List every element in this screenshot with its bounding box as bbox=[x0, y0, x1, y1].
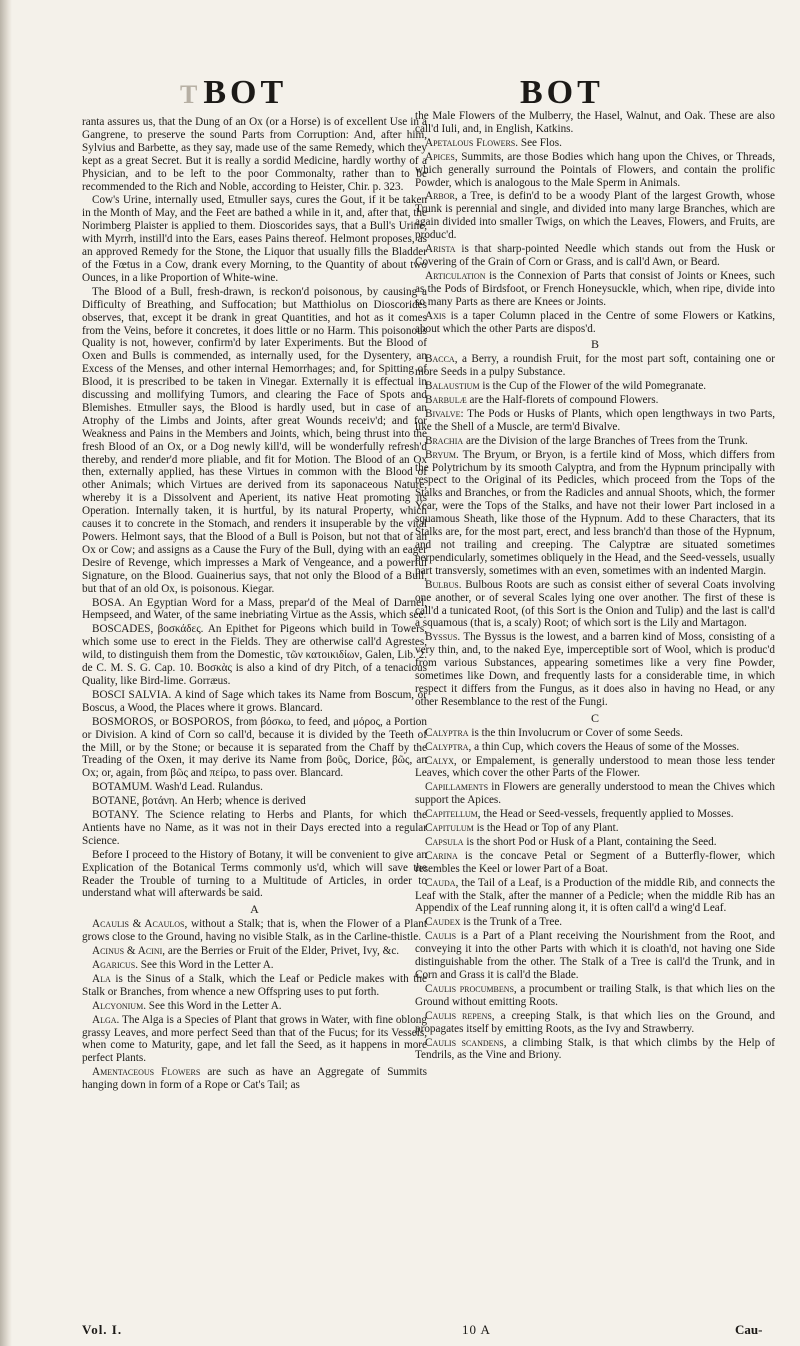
running-head-left-text: BOT bbox=[203, 74, 288, 111]
paragraph: Cow's Urine, internally used, Etmuller says, cures the Gout, if it be taken in the Month of May, and the Feet are bathed a while in it, and, after that, the Norimberg Plaister is applied to them. Dioscorides says, that a Bull's Urine, with Myrrh, instill'd into the Ears, eases Pains thereof. Helmont proposes, as an approved Remedy for the Stone, the Liquor that usually fills the Bladder of the Fœtus in a Cow, drank every Morning, to the Quantity of about two Ounces, in a like Proportion of White-wine. bbox=[82, 194, 427, 284]
glossary-entry bbox=[415, 394, 775, 407]
glossary-definition: is a taper Column placed in the Centre of some Flowers or Katkins, about which the other Parts are dispos'd. bbox=[415, 309, 775, 335]
glossary-definition: See this Word in the Letter A. bbox=[138, 959, 274, 971]
glossary-entry bbox=[415, 983, 775, 1009]
paragraph: BOTANY. The Science relating to Herbs and Plants, for which the Antients have no Name, as it was not in their Days erected into a regular Science. bbox=[82, 809, 427, 847]
glossary-definition: See this Word in the Letter A. bbox=[146, 999, 282, 1012]
glossary-term: Calyptra bbox=[425, 726, 469, 739]
glossary-entry bbox=[415, 741, 775, 754]
glossary-entry bbox=[415, 755, 775, 781]
glossary-term: Arista bbox=[425, 243, 456, 256]
glossary-term: Axis bbox=[425, 309, 446, 322]
glossary-entry bbox=[415, 137, 775, 150]
glossary-term: Caulis repens, bbox=[425, 1009, 495, 1022]
running-head-left-prefix: T bbox=[180, 80, 202, 109]
glossary-entry bbox=[415, 916, 775, 929]
glossary-term: Caulis procumbens, bbox=[425, 982, 517, 995]
glossary-term: Carina bbox=[425, 849, 458, 862]
glossary-definition: are the Berries or Fruit of the Elder, Privet, Ivy, &c. bbox=[165, 945, 400, 958]
glossary-definition: The Byssus is the lowest, and a barren kind of Moss, consisting of a very thin, and, to the naked Eye, imperceptible sort of Wool, which is produc'd from various Substances, appearing sometimes like a very fine Powder, sometimes like Down, and frequently lasts for a considerable time, in which respect it differs from the Fungus, as it does also in having no Head, or any other Resemblance to the rest of the Fungi. bbox=[415, 631, 775, 708]
section-heading-a: A bbox=[250, 902, 259, 917]
right-glossary-entries-c bbox=[415, 727, 775, 1063]
right-column bbox=[415, 110, 775, 1324]
glossary-definition: the Tail of a Leaf, is a Production of the middle Rib, and connects the Leaf with the Stalk, after the manner of a Pedicle; when the middle Rib has an Appendix of the Leaf running along it, it is often call'd a wing'd Leaf. bbox=[415, 876, 775, 915]
left-column bbox=[82, 116, 427, 1322]
glossary-definition: is that sharp-pointed Needle which stands out from the Husk or Covering of the Grain of Corn or Grass, and is call'd Awn, or Beard. bbox=[415, 243, 775, 268]
glossary-entry bbox=[82, 959, 427, 972]
glossary-entry bbox=[415, 353, 775, 379]
glossary-definition: in Flowers are generally understood to mean the Chives which support the Apices. bbox=[415, 781, 775, 807]
signature-mark: 10 A bbox=[462, 1322, 491, 1337]
paragraph: The Blood of a Bull, fresh-drawn, is reckon'd poisonous, by causing a Difficulty of Breathing, and Suffocation; but Matthiolus on Dioscorides observes, that, except it be drank in great Quantities, and hot as it comes from the Veins, before it concretes, it does little or no Harm. This poisonous Quality is not, however, confirm'd by later Experiments. But the Blood of Oxen and Bulls is commended, as internally used, for the Dysentery, an Excess of the Menses, and other internal Hemorrhages; and, for Spitting of Blood, it is prescribed to be taken in Vinegar. Externally it is effectual in discussing and mollifying Tumors, and clearing the Face of Spots and Blemishes. Etmuller says, the Blood is hardly used, but in case of an Atrophy of the Limbs and Joints, after great Wounds receiv'd; and for Weakness and Pains in the Members and Joints, which, being thrust into the fresh Blood of an Ox, or a Dog newly kill'd, will be wonderfully refresh'd thereby, and render'd more pliable, and fit for Motion. The Blood of an Ox then, externally applied, has these Virtues in common with the Blood of other Animals; which Virtues are derived from its saponaceous Nature, whereby it is a Dissolvent and Aperient, its native Heat promoting its Operation. Internally taken, it is hurtful, by its natural Property, which causes it to concrete in the Stomach, and renders it insuperable by the vital Powers. Helmont says, that the Blood of a Bull is Poison, but not that of an Ox or Cow; and assigns as a Cause the Fury of the Bull, dying with an eager Desire of Revenge, which impresses a Mark of Vengeance, and a powerful Signature, on the Blood. Guainerius says, that not only the Blood of a Bull, but that of an old Ox, is poisonous. Kiegar. bbox=[82, 285, 427, 595]
volume-label: Vol. I. bbox=[82, 1322, 123, 1337]
right-glossary-entries-b bbox=[415, 353, 775, 708]
glossary-definition: a Tree, is defin'd to be a woody Plant of the largest Growth, whose Trunk is perennial and single, and divided into many large Branches, which are again divided into smaller Twigs, on which the Leaves, Flowers, and Fruits, are produc'd. bbox=[415, 190, 775, 242]
glossary-term: Amentaceous Flowers bbox=[92, 1066, 201, 1079]
paragraph: ranta assures us, that the Dung of an Ox (or a Horse) is of excellent Use in a Gangrene, to preserve the sound Parts from Corruption: And, after him, Sylvius and Barbette, as they say, made use of the same Remedy, which they kept as a great Secret. But it is really a sordid Medicine, hardly worthy of a Physician, and to be left to the poor Commonalty, rather than to be recommended to the Rich and Noble, according to Heister, Chir. p. 323. bbox=[82, 116, 427, 193]
glossary-entry bbox=[415, 808, 775, 821]
running-head-left bbox=[180, 74, 287, 112]
glossary-entry bbox=[82, 1066, 427, 1092]
glossary-definition: without a Stalk; that is, when the Flower of a Plant grows close to the Ground, having no visible Stalk, as in the Carline-thistle. bbox=[82, 918, 427, 944]
glossary-definition: is the Cup of the Flower of the wild Pomegranate. bbox=[479, 380, 707, 393]
section-heading-b: B bbox=[590, 337, 599, 352]
glossary-entry bbox=[415, 836, 775, 849]
glossary-definition: The Pods or Husks of Plants, which open lengthways in two Parts, like the Shell of a Muscle, are term'd Bivalve. bbox=[415, 407, 775, 433]
glossary-term: Caudex bbox=[425, 916, 461, 929]
glossary-definition: a Berry, a roundish Fruit, for the most part soft, containing one or more Seeds in a pulpy Substance. bbox=[415, 353, 775, 379]
glossary-entry bbox=[415, 781, 775, 807]
glossary-term: Balaustium bbox=[425, 380, 480, 393]
glossary-entry bbox=[415, 190, 775, 242]
right-paragraphs bbox=[415, 110, 775, 136]
glossary-definition: a creeping Stalk, is that which lies on the Ground, and propagates itself by emitting Roots, as the Ivy and Strawberry. bbox=[415, 1009, 775, 1035]
glossary-definition: Bulbous Roots are such as consist either of several Coats involving one another, or of several Scales lying one over another. The first of these is call'd a tunicated Root, (of this Sort is the Onion and Tulip) and the last is call'd a squamous (that is, a scaly) Root; of which sort is the Lily and Martagon. bbox=[415, 578, 775, 630]
glossary-entry bbox=[82, 945, 427, 958]
glossary-definition: is a Part of a Plant receiving the Nourishment from the Root, and conveying it into the other Parts with which it is cloath'd, not having one Side distinguishable from the other. The Stalk of a Tree is call'd the Trunk, and in Corn and Grass it is call'd the Blade. bbox=[415, 930, 775, 981]
glossary-term: Acaulis & Acaulos, bbox=[92, 918, 188, 931]
glossary-entry bbox=[415, 877, 775, 916]
glossary-term: Capillaments bbox=[425, 781, 489, 794]
glossary-entry bbox=[415, 449, 775, 578]
glossary-term: Alcyonium. bbox=[92, 999, 146, 1012]
glossary-entry bbox=[415, 1010, 775, 1036]
glossary-definition: Summits, are those Bodies which hang upon the Chives, or Threads, which generally surround the Pointals of Flowers, and contain the prolific Powder, which is analogous to the Male Sperm in Animals. bbox=[415, 150, 775, 189]
glossary-entry bbox=[415, 435, 775, 448]
glossary-term: Capsula bbox=[425, 835, 464, 848]
glossary-definition: is the short Pod or Husk of a Plant, containing the Seed. bbox=[463, 835, 717, 848]
glossary-definition: a procumbent or trailing Stalk, is that which lies on the Ground without emitting Roots. bbox=[415, 982, 775, 1008]
glossary-term: Bryum. bbox=[425, 448, 459, 461]
glossary-entry bbox=[415, 1037, 775, 1063]
glossary-definition: The Alga is a Species of Plant that grows in Water, with fine oblong grassy Leaves, and more perfect Seed than that of the Fucus; for its Vessels, when come to Maturity, gape, and let fall the Seed, as it happens in more perfect Plants. bbox=[82, 1013, 427, 1065]
glossary-definition: is the Trunk of a Tree. bbox=[460, 916, 563, 929]
glossary-term: Bivalve: bbox=[425, 407, 464, 420]
glossary-definition: is the Sinus of a Stalk, which the Leaf or Pedicle makes with the Stalk or Branches, from whence a new Offspring uses to put forth. bbox=[82, 972, 427, 998]
glossary-definition: are such as have an Aggregate of Summits hanging down in form of a Rope or Cat's Tail; as bbox=[82, 1066, 427, 1092]
paragraph: BOTAMUM. Wash'd Lead. Rulandus. bbox=[92, 781, 263, 794]
glossary-entry bbox=[415, 243, 775, 269]
glossary-definition: a thin Cup, which covers the Heaus of some of the Mosses. bbox=[471, 740, 740, 753]
glossary-term: Caulis scandens, bbox=[425, 1036, 507, 1049]
glossary-term: Agaricus. bbox=[92, 959, 138, 971]
glossary-term: Calyptra, bbox=[425, 740, 472, 753]
glossary-entry bbox=[82, 973, 427, 999]
glossary-definition: or Empalement, is generally understood to mean those less tender Leaves, which cover the other Parts of the Flower. bbox=[415, 754, 775, 780]
glossary-entry bbox=[415, 579, 775, 631]
glossary-entry bbox=[415, 310, 775, 336]
glossary-term: Apices, bbox=[425, 150, 458, 163]
glossary-term: Articulation bbox=[425, 269, 486, 282]
glossary-definition: are the Division of the large Branches of Trees from the Trunk. bbox=[463, 434, 748, 447]
glossary-term: Caulis bbox=[425, 930, 457, 943]
glossary-term: Cauda, bbox=[425, 876, 459, 889]
glossary-term: Bacca, bbox=[425, 353, 458, 366]
glossary-definition: is the concave Petal or Segment of a Butterfly-flower, which resembles the Keel or lower Part of a Boat. bbox=[415, 849, 775, 875]
glossary-definition: is the thin Involucrum or Cover of some Seeds. bbox=[468, 726, 683, 739]
glossary-term: Bulbus. bbox=[425, 578, 462, 591]
glossary-entry bbox=[82, 1000, 427, 1013]
glossary-term: Ala bbox=[92, 972, 111, 985]
glossary-term: Byssus. bbox=[425, 631, 461, 644]
glossary-entry bbox=[82, 918, 427, 944]
glossary-definition: is the Head or Top of any Plant. bbox=[473, 822, 619, 835]
glossary-term: Apetalous Flowers. bbox=[425, 136, 519, 149]
glossary-entry bbox=[415, 822, 775, 835]
paragraph: BOSCI SALVIA. A kind of Sage which takes its Name from Boscum, or Boscus, a Wood, the Places where it grows. Blancard. bbox=[82, 688, 427, 714]
running-head-right: BOT bbox=[520, 74, 604, 111]
catchword: Cau- bbox=[735, 1322, 763, 1337]
section-heading-c: C bbox=[590, 710, 599, 725]
glossary-entry bbox=[415, 408, 775, 434]
left-paragraphs bbox=[82, 116, 427, 900]
glossary-definition: are the Half-florets of compound Flowers. bbox=[466, 394, 659, 407]
glossary-entry bbox=[415, 270, 775, 309]
glossary-definition: See Flos. bbox=[518, 136, 562, 149]
glossary-entry bbox=[82, 1014, 427, 1066]
paragraph: BOTANE, βοτάνη. An Herb; whence is derived bbox=[92, 795, 306, 808]
left-glossary-entries bbox=[82, 918, 427, 1092]
right-glossary-entries-a bbox=[415, 137, 775, 336]
glossary-entry bbox=[415, 930, 775, 982]
glossary-definition: a climbing Stalk, is that which climbs by the Help of Tendrils, as the Vine and Briony. bbox=[415, 1036, 775, 1062]
page-binding-shadow bbox=[0, 0, 12, 1346]
paragraph: BOSMOROS, or BOSPOROS, from βόσκω, to feed, and μόρος, a Portion or Division. A kind of Corn so call'd, because it is divided by the Teeth of the Mill, or by the Stone; or because it is separated from the Chaff by the Treading of the Oxen, it may derive its Name from βοῦς, Dorice, βῶς, an Ox; or, again, from βῶς and πείρω, to pass over. Blancard. bbox=[82, 715, 427, 780]
glossary-entry bbox=[415, 151, 775, 190]
glossary-term: Barbulæ bbox=[425, 394, 467, 407]
glossary-entry bbox=[415, 631, 775, 708]
glossary-definition: is the Connexion of Parts that consist of Joints or Knees, such as the Pods of Birdsfoot, or French Honeysuckle, which, when ripe, divide into so many Parts as there are Knees or Joints. bbox=[415, 269, 775, 308]
glossary-definition: The Bryum, or Bryon, is a fertile kind of Moss, which differs from the Polytrichum by its smooth Calyptra, and from the Hypnum principally with respect to the Original of its Pedicles, which proceed from the Tops of the Stalks and Branches, or from the Radicles and annual Shoots, which, the former Year, were the Tops of the Stalks, and have not their lower Part inclosed in a squamous Sheath, like those of the Hypnum. Add to these Characters, that its Stalks are, for the most part, erect, and less branch'd than those of the Hypnum, and not trailing and creeping. The Calyptræ are situated sometimes perpendicularly, sometimes obliquely in the Head, and the Seed-vessels, usually part transversly, sometimes with an even, sometimes with an indented Margin. bbox=[415, 448, 775, 577]
paragraph: BOSCADES, βοσκάδες. An Epithet for Pigeons which build in Towers, which some use to erect in the Fields. They are otherwise call'd Agrestes, wild, to distinguish them from the Domestic, τῶν κατοικιδίων, Galen, Lib. 2. de C. M. S. G. Cap. 10. Βοσκὰς is also a kind of dry Pitch, of a tenacious Quality, like Bird-lime. Gorræus. bbox=[82, 623, 427, 687]
glossary-term: Brachia bbox=[425, 434, 464, 447]
glossary-term: Alga. bbox=[92, 1013, 120, 1026]
glossary-entry bbox=[415, 850, 775, 876]
glossary-definition: the Head or Seed-vessels, frequently applied to Mosses. bbox=[480, 808, 734, 821]
glossary-term: Capitellum, bbox=[425, 808, 481, 821]
glossary-term: Arbor, bbox=[425, 190, 458, 203]
paragraph: the Male Flowers of the Mulberry, the Hasel, Walnut, and Oak. These are also call'd Iuli, and, in English, Katkins. bbox=[415, 110, 775, 135]
paragraph: Before I proceed to the History of Botany, it will be convenient to give an Explication of the Botanical Terms commonly us'd, which will save the Reader the Trouble of turning to a Multitude of Articles, in order to understand what will afterwards be said. bbox=[82, 848, 427, 900]
paragraph: BOSA. An Egyptian Word for a Mass, prepar'd of the Meal of Darnel, Hempseed, and Water, of the same inebriating Virtue as the Assis, which see. bbox=[82, 596, 427, 622]
glossary-entry bbox=[415, 380, 775, 393]
glossary-term: Acinus & Acini, bbox=[92, 945, 166, 958]
glossary-term: Calyx, bbox=[425, 754, 457, 767]
glossary-entry bbox=[415, 727, 775, 740]
glossary-term: Capitulum bbox=[425, 822, 474, 835]
